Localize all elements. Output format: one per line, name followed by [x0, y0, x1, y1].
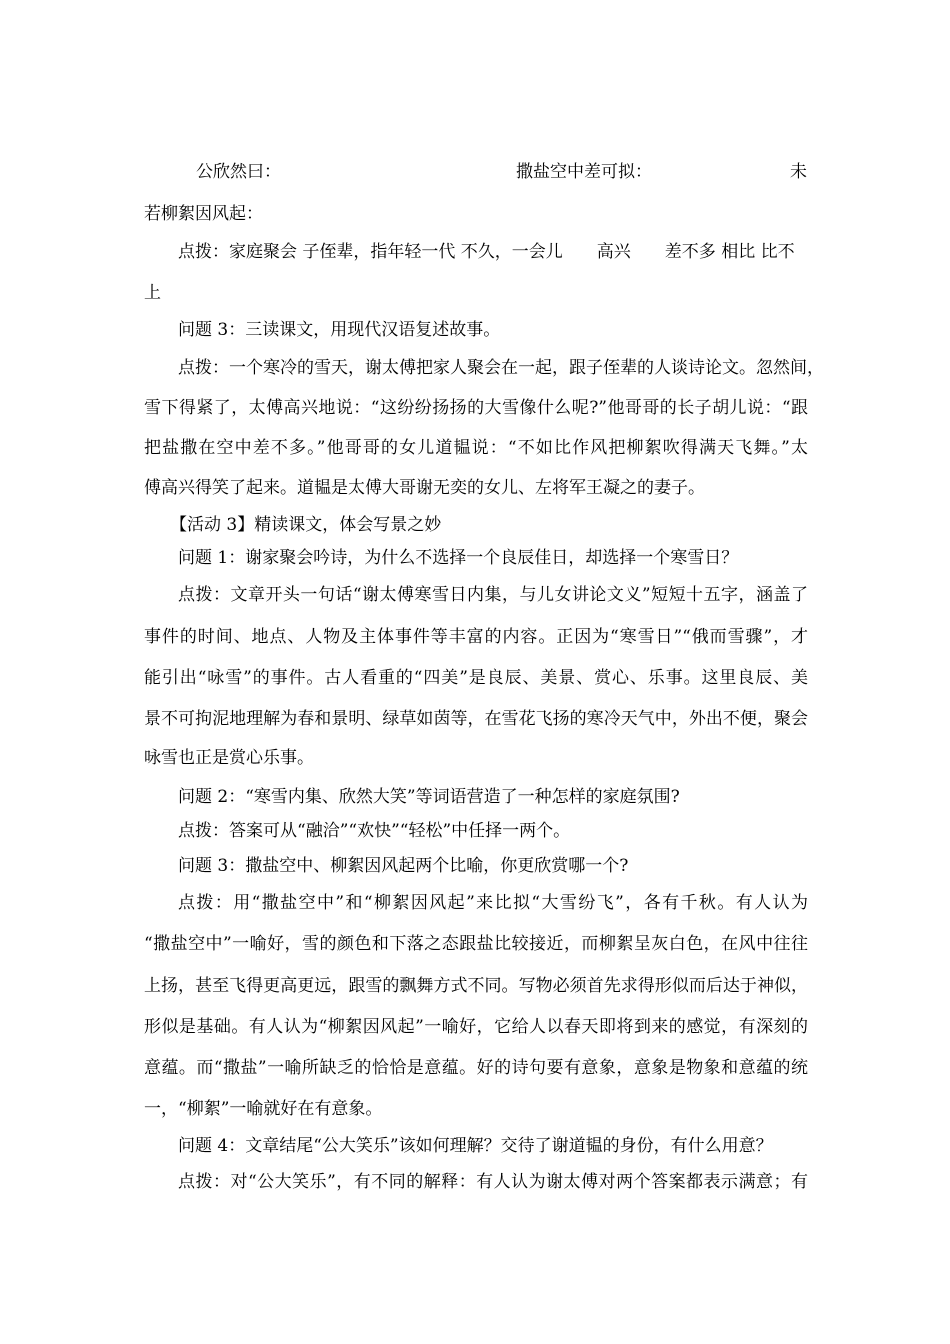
text-line: “撒盐空中”一喻好，雪的颜色和下落之态跟盐比较接近，而柳絮呈灰白色，在风中往往 [144, 934, 808, 954]
text-line: 形似是基础。有人认为“柳絮因风起”一喻好，它给人以春天即将到来的感觉，有深刻的 [144, 1017, 808, 1037]
text-line: 问题 1：谢家聚会吟诗，为什么不选择一个良辰佳日，却选择一个寒雪日？ [178, 548, 739, 568]
text-line: 点拨：家庭聚会 子侄辈，指年轻一代 不久，一会儿 高兴 差不多 相比 比不 [178, 242, 795, 262]
text-line: 事件的时间、地点、人物及主体事件等丰富的内容。正因为“寒雪日”“俄而雪骤”，才 [144, 627, 808, 647]
text-line: 点拨：对“公大笑乐”，有不同的解释：有人认为谢太傅对两个答案都表示满意；有 [178, 1172, 808, 1192]
text-line: 咏雪也正是赏心乐事。 [144, 748, 314, 768]
section-heading: 【活动 3】精读课文，体会写景之妙 [170, 515, 442, 535]
text-line: 问题 3：撒盐空中、柳絮因风起两个比喻，你更欣赏哪一个? [178, 856, 629, 876]
text-line: 问题 4：文章结尾“公大笑乐”该如何理解？交待了谢道韫的身份，有什么用意？ [178, 1136, 773, 1156]
text-line: 上扬，甚至飞得更高更远，跟雪的飘舞方式不同。写物必须首先求得形似而后达于神似， [144, 976, 808, 996]
text-line: 意蕴。而“撒盐”一喻所缺乏的恰恰是意蕴。好的诗句要有意象，意象是物象和意蕴的统 [144, 1058, 808, 1078]
text-line: 点拨：用“撒盐空中”和“柳絮因风起”来比拟“大雪纷飞”，各有千秋。有人认为 [178, 893, 808, 913]
first-line-part-3: 未 [790, 162, 807, 182]
text-line: 把盐撒在空中差不多。”他哥哥的女儿道韫说：“不如比作风把柳絮吹得满天飞舞。”太 [144, 438, 808, 458]
text-line: 点拨：一个寒冷的雪天，谢太傅把家人聚会在一起，跟子侄辈的人谈诗论文。忽然间， [178, 358, 824, 378]
text-line: 景不可拘泥地理解为春和景明、绿草如茵等，在雪花飞扬的寒冷天气中，外出不便，聚会 [144, 709, 808, 729]
text-line: 点拨：文章开头一句话“谢太傅寒雪日内集，与儿女讲论文义”短短十五字，涵盖了 [178, 585, 808, 605]
text-line: 能引出“咏雪”的事件。古人看重的“四美”是良辰、美景、赏心、乐事。这里良辰、美 [144, 668, 808, 688]
text-line: 点拨：答案可从“融洽”“欢快”“轻松”中任择一两个。 [178, 821, 571, 841]
text-line: 若柳絮因风起： [144, 204, 263, 224]
text-line: 问题 2：“寒雪内集、欣然大笑”等词语营造了一种怎样的家庭氛围? [178, 787, 680, 807]
first-line-part-2: 撒盐空中差可拟： [516, 162, 652, 182]
text-line: 上 [144, 283, 161, 303]
text-line: 傅高兴得笑了起来。道韫是太傅大哥谢无奕的女儿、左将军王凝之的妻子。 [144, 478, 705, 498]
text-line: 雪下得紧了，太傅高兴地说：“这纷纷扬扬的大雪像什么呢?”他哥哥的长子胡儿说：“跟 [144, 398, 808, 418]
text-line: 一，“柳絮”一喻就好在有意象。 [144, 1099, 383, 1119]
text-line: 问题 3：三读课文，用现代汉语复述故事。 [178, 320, 501, 340]
first-line-part-1: 公欣然曰： [196, 162, 281, 182]
